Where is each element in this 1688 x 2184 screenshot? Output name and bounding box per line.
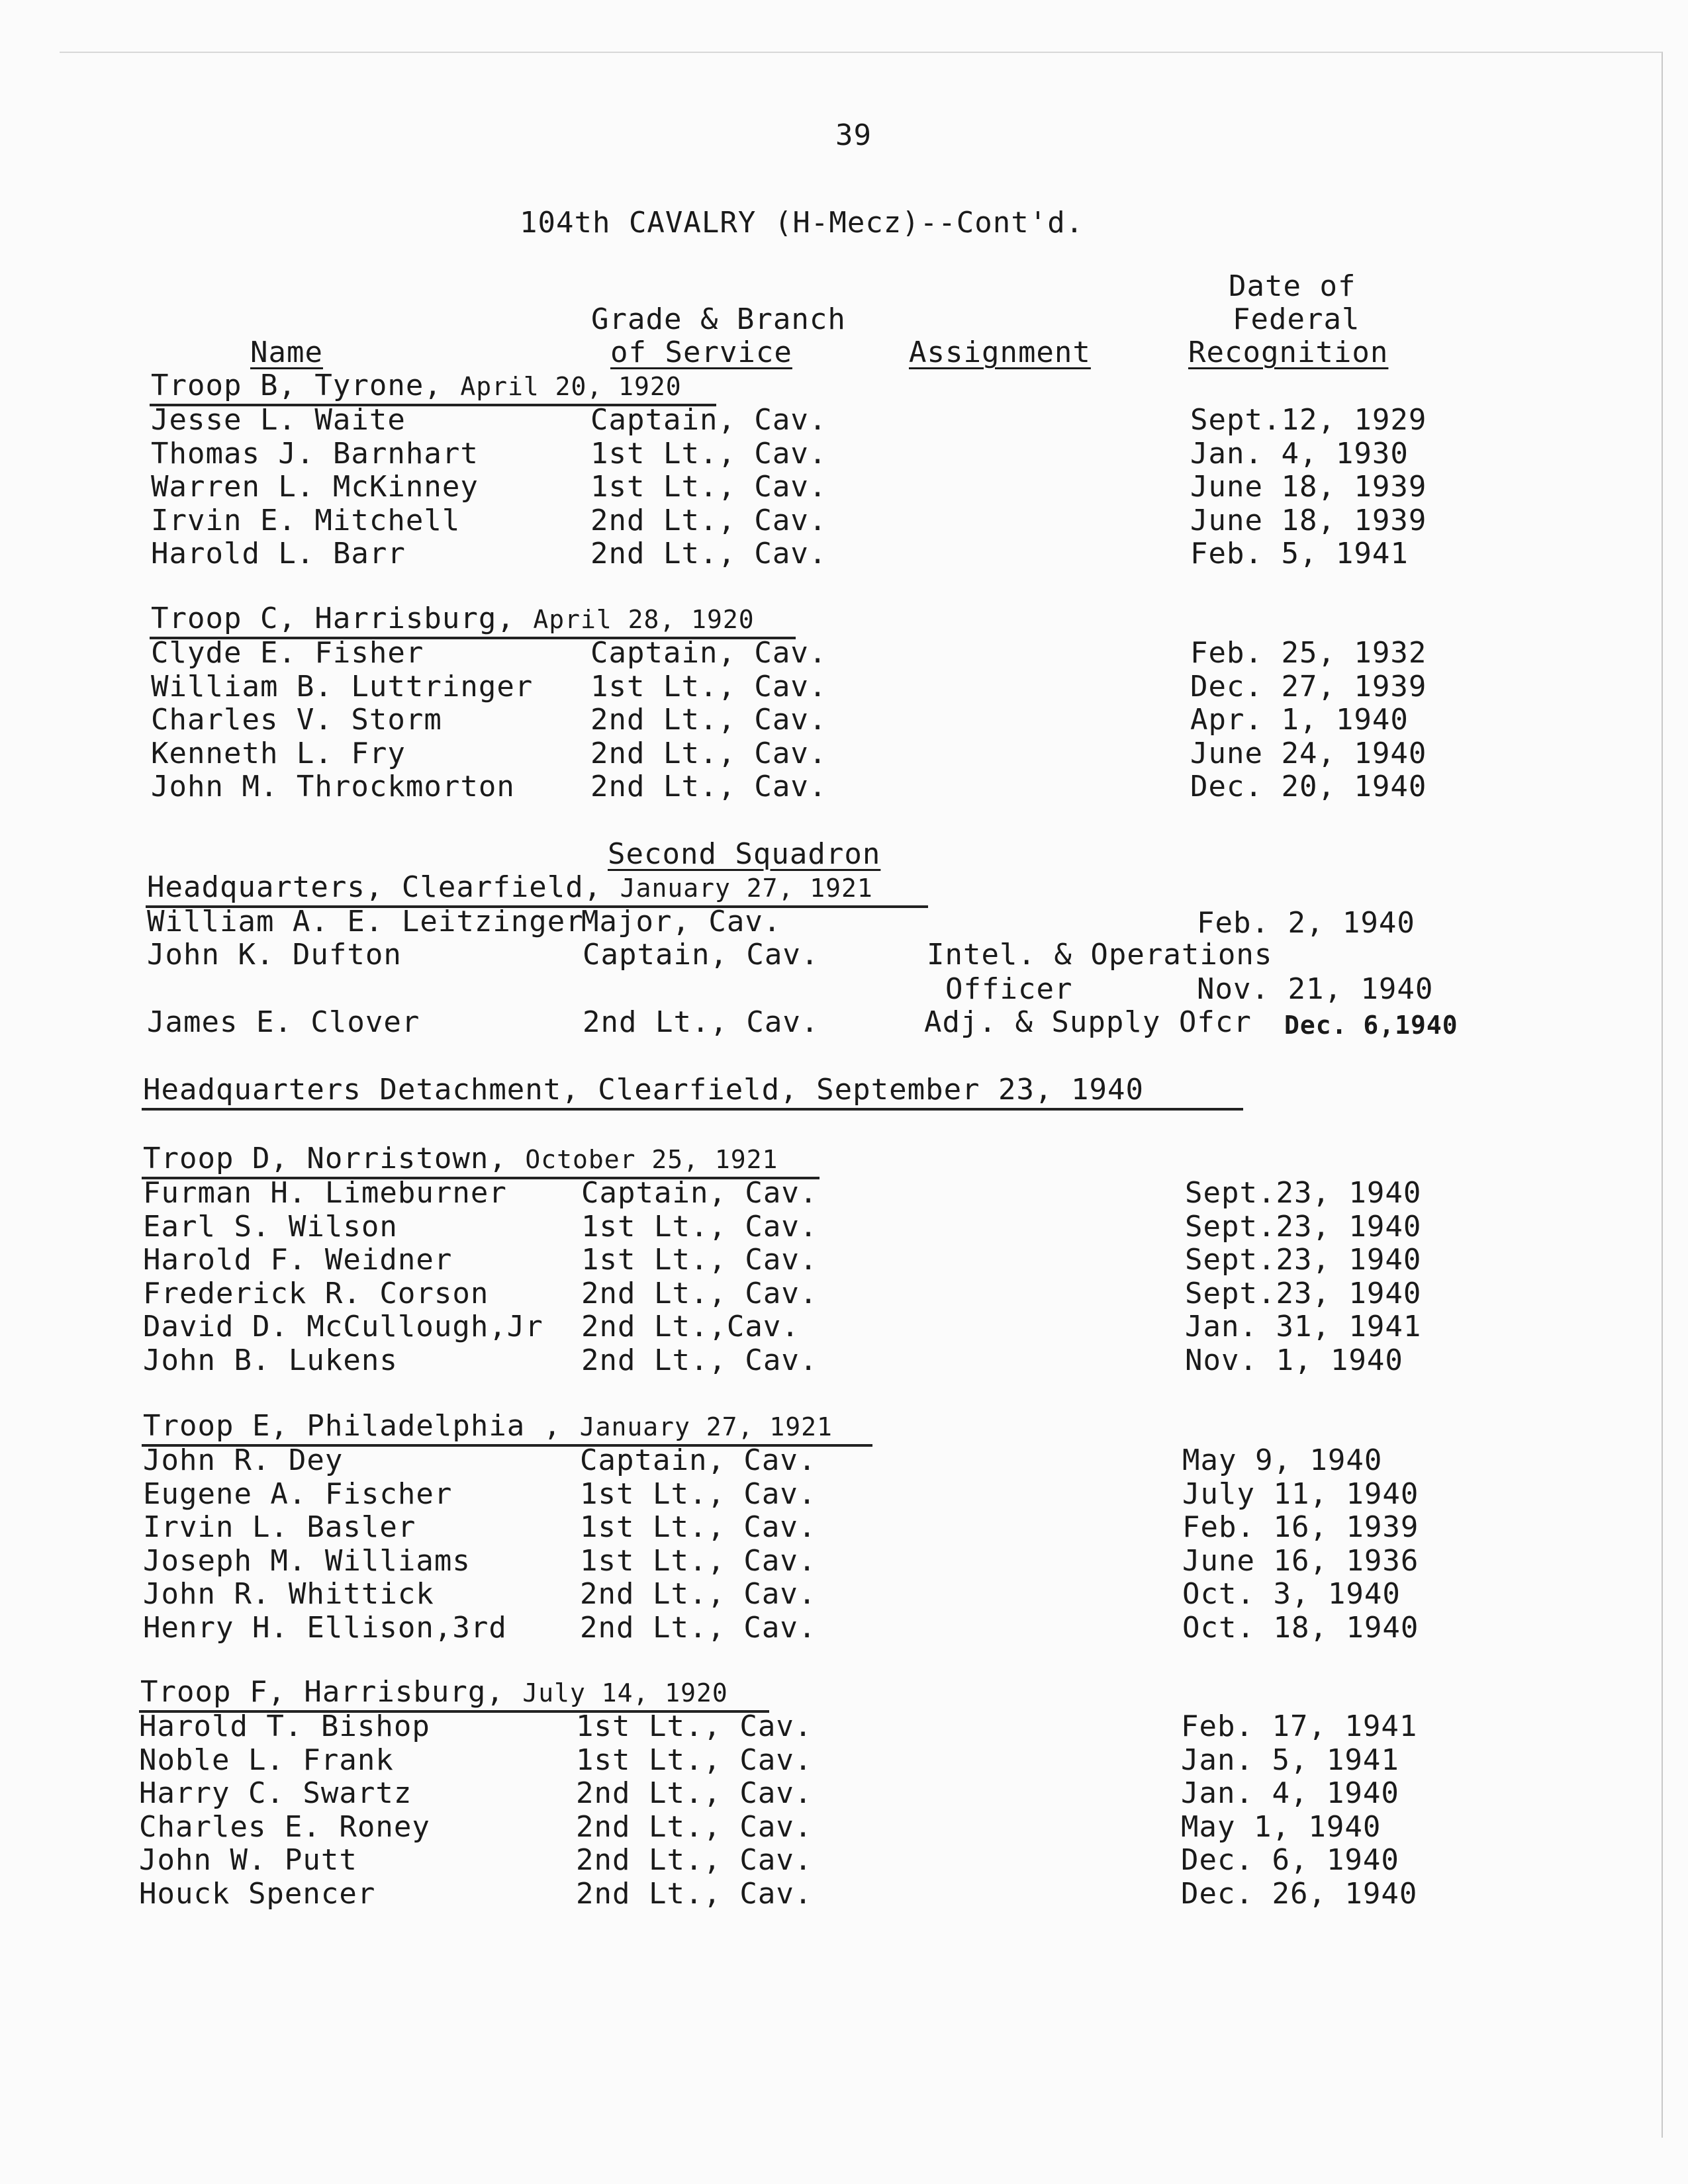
- recognition-date: Dec. 26, 1940: [1181, 1877, 1418, 1911]
- recognition-date: Jan. 4, 1930: [1190, 437, 1409, 471]
- squadron-row2-name: John K. Dufton: [147, 938, 402, 972]
- officer-name: Furman H. Limeburner: [143, 1176, 507, 1210]
- officer-name: Charles E. Roney: [139, 1810, 430, 1844]
- recognition-date: Oct. 18, 1940: [1182, 1611, 1419, 1645]
- officer-grade: 1st Lt., Cav.: [576, 1709, 813, 1743]
- hq-detachment-title: Headquarters Detachment, Clearfield, September 23, 1940: [143, 1073, 1144, 1107]
- officer-name: Harold F. Weidner: [143, 1243, 453, 1277]
- recognition-date: Feb. 16, 1939: [1182, 1510, 1419, 1544]
- officer-grade: 2nd Lt., Cav.: [590, 703, 827, 737]
- recognition-date: June 18, 1939: [1190, 504, 1427, 537]
- officer-grade: 2nd Lt., Cav.: [590, 504, 827, 537]
- recognition-date: Sept.23, 1940: [1185, 1243, 1422, 1277]
- officer-grade: 2nd Lt., Cav.: [590, 737, 827, 770]
- officer-grade: 2nd Lt., Cav.: [581, 1277, 818, 1310]
- recognition-date: May 9, 1940: [1182, 1443, 1383, 1477]
- recognition-date: Apr. 1, 1940: [1190, 703, 1409, 737]
- officer-name: Harold L. Barr: [151, 537, 406, 570]
- recognition-date: Sept.23, 1940: [1185, 1277, 1422, 1310]
- squadron-row2-date: Nov. 21, 1940: [1197, 972, 1434, 1006]
- officer-name: Jesse L. Waite: [151, 403, 406, 437]
- page-heading: 104th CAVALRY (H-Mecz)--Cont'd.: [520, 206, 1084, 240]
- officer-name: Clyde E. Fisher: [151, 636, 424, 670]
- officer-grade: 2nd Lt., Cav.: [576, 1776, 813, 1810]
- recognition-date: Sept.23, 1940: [1185, 1210, 1422, 1244]
- squadron-row2-assignment-line2: Officer: [945, 972, 1073, 1006]
- officer-name: Henry H. Ellison,3rd: [143, 1611, 507, 1645]
- officer-grade: 2nd Lt.,Cav.: [581, 1310, 800, 1343]
- officer-grade: Captain, Cav.: [580, 1443, 817, 1477]
- col-date-line3: Recognition: [1188, 336, 1389, 369]
- troop-d-title: Troop D, Norristown, October 25, 1921: [143, 1142, 778, 1175]
- officer-name: Frederick R. Corson: [143, 1277, 489, 1310]
- officer-name: Eugene A. Fischer: [143, 1477, 453, 1511]
- page-number: 39: [835, 118, 872, 152]
- officer-name: Earl S. Wilson: [143, 1210, 398, 1244]
- squadron-row1-grade: Major, Cav.: [581, 905, 782, 938]
- officer-grade: 1st Lt., Cav.: [590, 470, 827, 504]
- officer-grade: 2nd Lt., Cav.: [576, 1843, 813, 1877]
- officer-grade: 1st Lt., Cav.: [590, 670, 827, 704]
- squadron-row3-name: James E. Clover: [147, 1005, 420, 1039]
- officer-name: John W. Putt: [139, 1843, 357, 1877]
- officer-name: Thomas J. Barnhart: [151, 437, 479, 471]
- troop-c-title: Troop C, Harrisburg, April 28, 1920: [151, 602, 755, 635]
- squadron-row1-name: William A. E. Leitzinger: [147, 905, 584, 938]
- officer-name: John R. Whittick: [143, 1577, 434, 1611]
- troop-b-title: Troop B, Tyrone, April 20, 1920: [151, 369, 682, 402]
- officer-name: John M. Throckmorton: [151, 770, 515, 803]
- recognition-date: Dec. 27, 1939: [1190, 670, 1427, 704]
- recognition-date: Dec. 20, 1940: [1190, 770, 1427, 803]
- hq-detachment-underline: [142, 1108, 1243, 1111]
- col-date-line2: Federal: [1233, 302, 1360, 336]
- recognition-date: Dec. 6, 1940: [1181, 1843, 1399, 1877]
- officer-grade: 2nd Lt., Cav.: [581, 1343, 818, 1377]
- officer-grade: 2nd Lt., Cav.: [576, 1877, 813, 1911]
- officer-name: Harry C. Swartz: [139, 1776, 412, 1810]
- recognition-date: June 18, 1939: [1190, 470, 1427, 504]
- officer-grade: Captain, Cav.: [590, 636, 827, 670]
- recognition-date: July 11, 1940: [1182, 1477, 1419, 1511]
- recognition-date: Sept.12, 1929: [1190, 403, 1427, 437]
- officer-name: John B. Lukens: [143, 1343, 398, 1377]
- officer-grade: 2nd Lt., Cav.: [590, 770, 827, 803]
- officer-name: Kenneth L. Fry: [151, 737, 406, 770]
- officer-grade: 2nd Lt., Cav.: [580, 1611, 817, 1645]
- officer-name: Harold T. Bishop: [139, 1709, 430, 1743]
- squadron-row3-date: Dec. 6,1940: [1284, 1011, 1458, 1040]
- recognition-date: Feb. 17, 1941: [1181, 1709, 1418, 1743]
- officer-name: Noble L. Frank: [139, 1743, 394, 1777]
- second-squadron-title: Second Squadron: [608, 837, 881, 871]
- officer-name: Houck Spencer: [139, 1877, 376, 1911]
- troop-f-title: Troop F, Harrisburg, July 14, 1920: [140, 1675, 728, 1709]
- officer-name: Warren L. McKinney: [151, 470, 479, 504]
- officer-name: Joseph M. Williams: [143, 1544, 471, 1578]
- officer-name: Irvin L. Basler: [143, 1510, 416, 1544]
- officer-grade: 1st Lt., Cav.: [581, 1210, 818, 1244]
- squadron-row2-grade: Captain, Cav.: [583, 938, 820, 972]
- recognition-date: Sept.23, 1940: [1185, 1176, 1422, 1210]
- squadron-row1-date: Feb. 2, 1940: [1197, 906, 1415, 940]
- recognition-date: Feb. 25, 1932: [1190, 636, 1427, 670]
- recognition-date: June 16, 1936: [1182, 1544, 1419, 1578]
- col-date-line1: Date of: [1229, 269, 1356, 303]
- squadron-hq-title: Headquarters, Clearfield, January 27, 1921: [147, 870, 873, 904]
- officer-grade: Captain, Cav.: [590, 403, 827, 437]
- recognition-date: Jan. 31, 1941: [1185, 1310, 1422, 1343]
- recognition-date: Nov. 1, 1940: [1185, 1343, 1403, 1377]
- col-name: Name: [250, 336, 323, 369]
- recognition-date: June 24, 1940: [1190, 737, 1427, 770]
- col-grade-line1: Grade & Branch: [591, 302, 846, 336]
- recognition-date: May 1, 1940: [1181, 1810, 1382, 1844]
- recognition-date: Oct. 3, 1940: [1182, 1577, 1401, 1611]
- officer-grade: 1st Lt., Cav.: [590, 437, 827, 471]
- squadron-row3-assignment: Adj. & Supply Ofcr: [924, 1005, 1252, 1039]
- officer-grade: 2nd Lt., Cav.: [580, 1577, 817, 1611]
- officer-name: John R. Dey: [143, 1443, 344, 1477]
- troop-e-title: Troop E, Philadelphia , January 27, 1921: [143, 1409, 833, 1443]
- officer-name: Charles V. Storm: [151, 703, 442, 737]
- officer-name: David D. McCullough,Jr: [143, 1310, 543, 1343]
- officer-name: Irvin E. Mitchell: [151, 504, 461, 537]
- officer-name: William B. Luttringer: [151, 670, 534, 704]
- officer-grade: 1st Lt., Cav.: [576, 1743, 813, 1777]
- officer-grade: Captain, Cav.: [581, 1176, 818, 1210]
- squadron-row3-grade: 2nd Lt., Cav.: [583, 1005, 820, 1039]
- col-grade-line2: of Service: [610, 336, 792, 369]
- officer-grade: 1st Lt., Cav.: [580, 1544, 817, 1578]
- officer-grade: 2nd Lt., Cav.: [576, 1810, 813, 1844]
- recognition-date: Jan. 5, 1941: [1181, 1743, 1399, 1777]
- col-assignment: Assignment: [909, 336, 1091, 369]
- officer-grade: 2nd Lt., Cav.: [590, 537, 827, 570]
- officer-grade: 1st Lt., Cav.: [580, 1477, 817, 1511]
- recognition-date: Feb. 5, 1941: [1190, 537, 1409, 570]
- squadron-row2-assignment-line1: Intel. & Operations: [927, 938, 1273, 972]
- officer-grade: 1st Lt., Cav.: [580, 1510, 817, 1544]
- recognition-date: Jan. 4, 1940: [1181, 1776, 1399, 1810]
- officer-grade: 1st Lt., Cav.: [581, 1243, 818, 1277]
